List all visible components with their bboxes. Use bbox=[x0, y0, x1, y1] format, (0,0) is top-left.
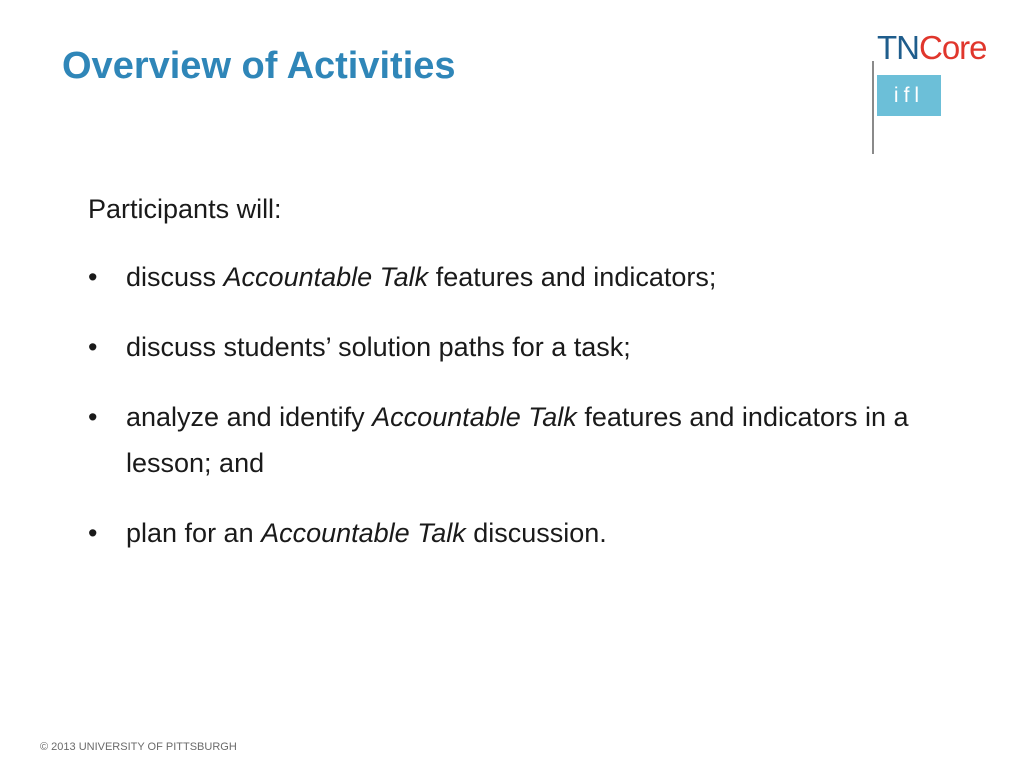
bullet-item bbox=[88, 324, 988, 370]
bullet-text-tail: features and indicators in a lesson; and bbox=[126, 402, 909, 478]
bullet-marker: • bbox=[88, 518, 98, 548]
bullet-emphasis: Accountable Talk bbox=[261, 518, 466, 548]
logo-tn-text: TN bbox=[877, 29, 919, 66]
bullet-text: analyze and identify bbox=[126, 402, 373, 432]
bullet-marker: • bbox=[88, 402, 98, 432]
intro-text: Participants will: bbox=[88, 194, 282, 224]
logo-wordmark bbox=[877, 28, 987, 68]
logo-core-text: Core bbox=[919, 29, 987, 66]
bullet-list bbox=[88, 254, 988, 556]
tncore-ifl-logo bbox=[872, 28, 1012, 128]
bullet-text: plan for an bbox=[126, 518, 262, 548]
bullet-item bbox=[88, 510, 988, 556]
bullet-text: discuss bbox=[126, 262, 224, 292]
bullet-item bbox=[88, 254, 988, 300]
bullet-marker: • bbox=[88, 262, 98, 292]
slide-title: Overview of Activities bbox=[62, 45, 456, 87]
bullet-marker: • bbox=[88, 332, 98, 362]
bullet-emphasis: Accountable Talk bbox=[372, 402, 577, 432]
copyright-footer: © 2013 UNIVERSITY OF PITTSBURGH bbox=[40, 741, 237, 753]
logo-ifl-box: ifl bbox=[877, 75, 941, 116]
bullet-text-tail: discussion. bbox=[465, 518, 607, 548]
bullet-text: discuss students’ solution paths for a task; bbox=[126, 332, 631, 362]
bullet-item bbox=[88, 394, 988, 486]
slide-body bbox=[88, 188, 988, 580]
bullet-emphasis: Accountable Talk bbox=[223, 262, 429, 292]
logo-divider bbox=[872, 61, 874, 154]
bullet-text-tail: features and indicators; bbox=[428, 262, 717, 292]
